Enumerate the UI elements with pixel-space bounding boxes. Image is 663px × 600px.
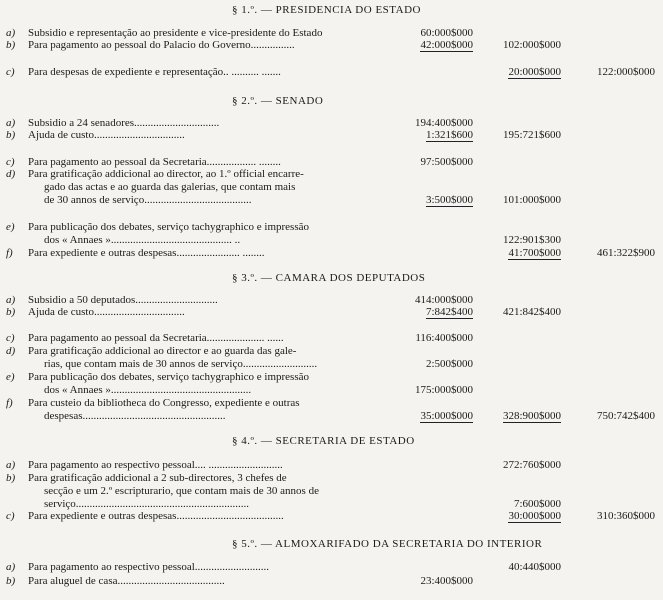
item-letter: d) <box>6 168 16 180</box>
item-description: Para aluguel de casa....................................... <box>28 575 225 587</box>
amount-c2: 122:901$300 <box>502 234 561 246</box>
amount-c2: 101:000$000 <box>502 194 561 206</box>
item-description: dos « Annaes »................................................... <box>44 384 252 396</box>
amount-c1: 3:500$000 <box>425 194 473 206</box>
item-letter: c) <box>6 510 15 522</box>
section-heading-text: § 4.º. — SECRETARIA DE ESTADO <box>232 435 415 447</box>
item-description: Para pagamento ao respectivo pessoal.... ........................... <box>28 459 283 471</box>
section-heading-s4 <box>0 435 663 447</box>
item-letter: b) <box>6 39 16 51</box>
amount-c2: 30:000$000 <box>508 510 561 522</box>
item-description: Para publicação dos debates, serviço tachygraphico e impressão <box>28 371 310 383</box>
amount-c1: 1:321$600 <box>425 129 473 141</box>
item-description: Para custeio da bibliotheca do Congresso, expediente e outras <box>28 397 300 409</box>
item-description: Subsidio a 24 senadores............................... <box>28 117 220 129</box>
item-letter: c) <box>6 66 15 78</box>
amount-c2: 421:842$400 <box>502 306 561 318</box>
amount-c1: 175:000$000 <box>414 384 473 396</box>
item-description: Subsidio e representação ao presidente e vice-presidente do Estado <box>28 27 323 39</box>
item-description: Para despesas de expediente e representação.. .......... ....... <box>28 66 281 78</box>
item-description: Para gratificação addicional ao director e ao guarda das gale- <box>28 345 297 357</box>
amount-c1: 23:400$000 <box>420 575 473 587</box>
amount-c2: 102:000$000 <box>502 39 561 51</box>
item-letter: a) <box>6 117 16 129</box>
item-description: de 30 annos de serviço....................................... <box>44 194 252 206</box>
section-heading-text: § 2.º. — SENADO <box>232 95 324 107</box>
item-letter: e) <box>6 371 15 383</box>
item-description: Para publicação dos debates, serviço tachygraphico e impressão <box>28 221 310 233</box>
section-heading-text: § 3.º. — CAMARA DOS DEPUTADOS <box>232 272 426 284</box>
item-description: Para expediente e outras despesas....................... ........ <box>28 247 265 259</box>
item-letter: b) <box>6 129 16 141</box>
amount-c2: 272:760$000 <box>502 459 561 471</box>
item-letter: c) <box>6 332 15 344</box>
section-heading-text: § 1.º. — PRESIDENCIA DO ESTADO <box>232 4 421 16</box>
item-description: Subsidio a 50 deputados.............................. <box>28 294 218 306</box>
amount-c2: 41:700$000 <box>508 247 561 259</box>
amount-c2: 20:000$000 <box>508 66 561 78</box>
amount-c1: 7:842$400 <box>425 306 473 318</box>
amount-c1: 116:400$000 <box>415 332 473 344</box>
section-heading-s2 <box>0 95 663 107</box>
item-letter: a) <box>6 459 16 471</box>
amount-c1: 194:400$000 <box>414 117 473 129</box>
item-letter: a) <box>6 27 16 39</box>
amount-c2: 328:900$000 <box>502 410 561 422</box>
item-description: Para pagamento ao respectivo pessoal........................... <box>28 561 270 573</box>
item-description: Para expediente e outras despesas....................................... <box>28 510 284 522</box>
section-heading-s3 <box>0 272 663 284</box>
item-letter: b) <box>6 472 16 484</box>
item-description: Para pagamento ao pessoal da Secretaria..................... ...... <box>28 332 284 344</box>
item-letter: b) <box>6 575 16 587</box>
item-description: Para pagamento ao pessoal da Secretaria.................. ........ <box>28 156 281 168</box>
amount-c3: 310:360$000 <box>596 510 655 522</box>
item-description: Ajuda de custo................................. <box>28 306 185 318</box>
item-letter: b) <box>6 306 16 318</box>
item-letter: f) <box>6 247 13 259</box>
amount-c3: 461:322$900 <box>596 247 655 259</box>
amount-c1: 414:000$000 <box>414 294 473 306</box>
amount-c2: 40:440$000 <box>508 561 561 573</box>
item-letter: f) <box>6 397 13 409</box>
item-description: serviço............................................................... <box>44 498 250 510</box>
item-letter: d) <box>6 345 16 357</box>
amount-c3: 750:742$400 <box>596 410 655 422</box>
section-heading-s1 <box>0 4 663 16</box>
amount-c2: 7:600$000 <box>513 498 561 510</box>
section-heading-s5 <box>0 538 663 550</box>
amount-c1: 35:000$000 <box>420 410 473 422</box>
amount-c2: 195:721$600 <box>502 129 561 141</box>
amount-c3: 122:000$000 <box>596 66 655 78</box>
item-description: dos « Annaes »............................................ .. <box>44 234 241 246</box>
item-description: Para pagamento ao pessoal do Palacio do Governo................ <box>28 39 295 51</box>
amount-c1: 2:500$000 <box>425 358 473 370</box>
section-heading-text: § 5.º. — ALMOXARIFADO DA SECRETARIA DO INTERIOR <box>232 538 543 550</box>
amount-c1: 60:000$000 <box>420 27 473 39</box>
item-description: despesas.................................................... <box>44 410 226 422</box>
item-letter: a) <box>6 561 16 573</box>
amount-c1: 42:000$000 <box>420 39 473 51</box>
item-letter: a) <box>6 294 16 306</box>
item-description: secção e um 2.º escripturario, que contam mais de 30 annos de <box>44 485 319 497</box>
amount-c1: 97:500$000 <box>420 156 473 168</box>
item-description: rias, que contam mais de 30 annos de serviço........................... <box>44 358 318 370</box>
item-letter: c) <box>6 156 15 168</box>
item-description: Para gratificação addicional ao director, ao 1.º official encarre- <box>28 168 304 180</box>
item-description: gado das actas e ao guarda das galerias, que contam mais <box>44 181 296 193</box>
item-letter: e) <box>6 221 15 233</box>
item-description: Ajuda de custo................................. <box>28 129 185 141</box>
item-description: Para gratificação addicional a 2 sub-directores, 3 chefes de <box>28 472 287 484</box>
